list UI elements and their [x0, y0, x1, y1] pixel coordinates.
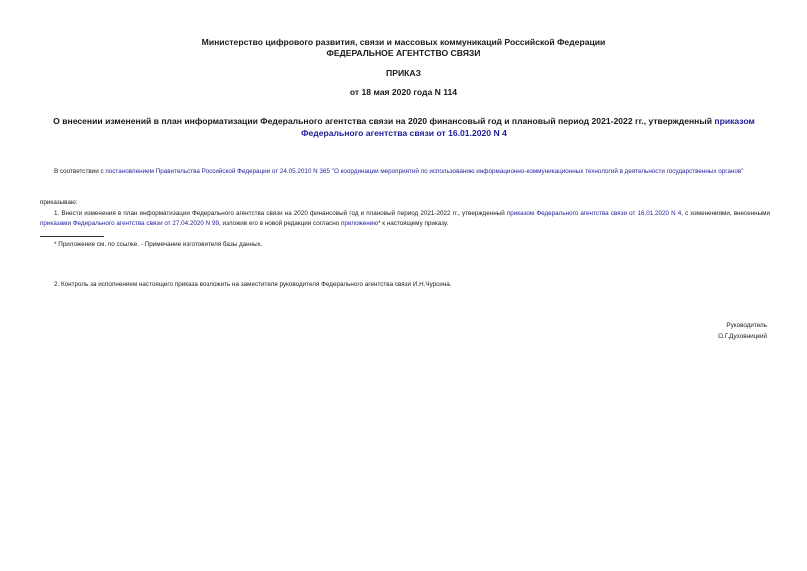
item-2-text: 2. Контроль за исполнением настоящего приказа возложить на заместителя руководителя Федерального агентства связи И.Н.Чурсина.: [54, 281, 452, 288]
item-1-text-a: 1. Внести изменения в план информатизации Федерального агентства связи на 2020 финансовый год и плановый период 2021-2022 гг., утвержденный: [54, 210, 507, 217]
ministry-name: Министерство цифрового развития, связи и массовых коммуникаций Российской Федерации: [201, 37, 606, 47]
item-1-paragraph: [40, 209, 770, 229]
title-text: О внесении изменений в план информатизации Федерального агентства связи на 2020 финансовый год и плановый период 2021-2022 гг., утвержденный: [53, 116, 715, 126]
order-16-01-2020-link[interactable]: приказом Федерального агентства связи от 16.01.2020 N 4: [506, 210, 682, 217]
agency-name: ФЕДЕРАЛЬНОЕ АГЕНТСТВО СВЯЗИ: [326, 48, 481, 58]
appendix-link[interactable]: приложению: [340, 220, 379, 227]
document-type: ПРИКАЗ: [386, 68, 421, 78]
item-1-text-d: * к настоящему приказу.: [378, 220, 449, 227]
footnote-divider: [40, 236, 104, 237]
order-word: приказываю:: [40, 199, 78, 206]
item-1-text-b: , с изменениями, внесенными: [681, 210, 770, 217]
preamble-paragraph: [40, 167, 770, 177]
item-2-paragraph: [40, 280, 770, 290]
government-decree-link[interactable]: постановлением Правительства Российской Федерации от 24.05.2010 N 365 "О координации мероприятий по использованию информационно-коммуникационных технологий в деятельности государственных органов": [105, 168, 744, 175]
document-date: от 18 мая 2020 года N 114: [349, 87, 458, 97]
item-1-text-c: , изложив его в новой редакции согласно: [218, 220, 341, 227]
footnote-text: * Приложение см. по ссылке. - Примечание изготовителя базы данных.: [54, 241, 263, 248]
footnote: [40, 240, 770, 250]
preamble-prefix: В соответствии с: [54, 168, 106, 175]
signature-name: О.Г.Духовницкий: [718, 333, 767, 340]
signature-position: Руководитель: [726, 322, 767, 329]
orders-27-04-2020-link[interactable]: приказами Федерального агентства связи от 27.04.2020 N 99: [40, 220, 219, 227]
document-title: [30, 115, 778, 139]
title-order-link[interactable]: приказом Федерального агентства связи от 16.01.2020 N 4: [301, 116, 755, 138]
